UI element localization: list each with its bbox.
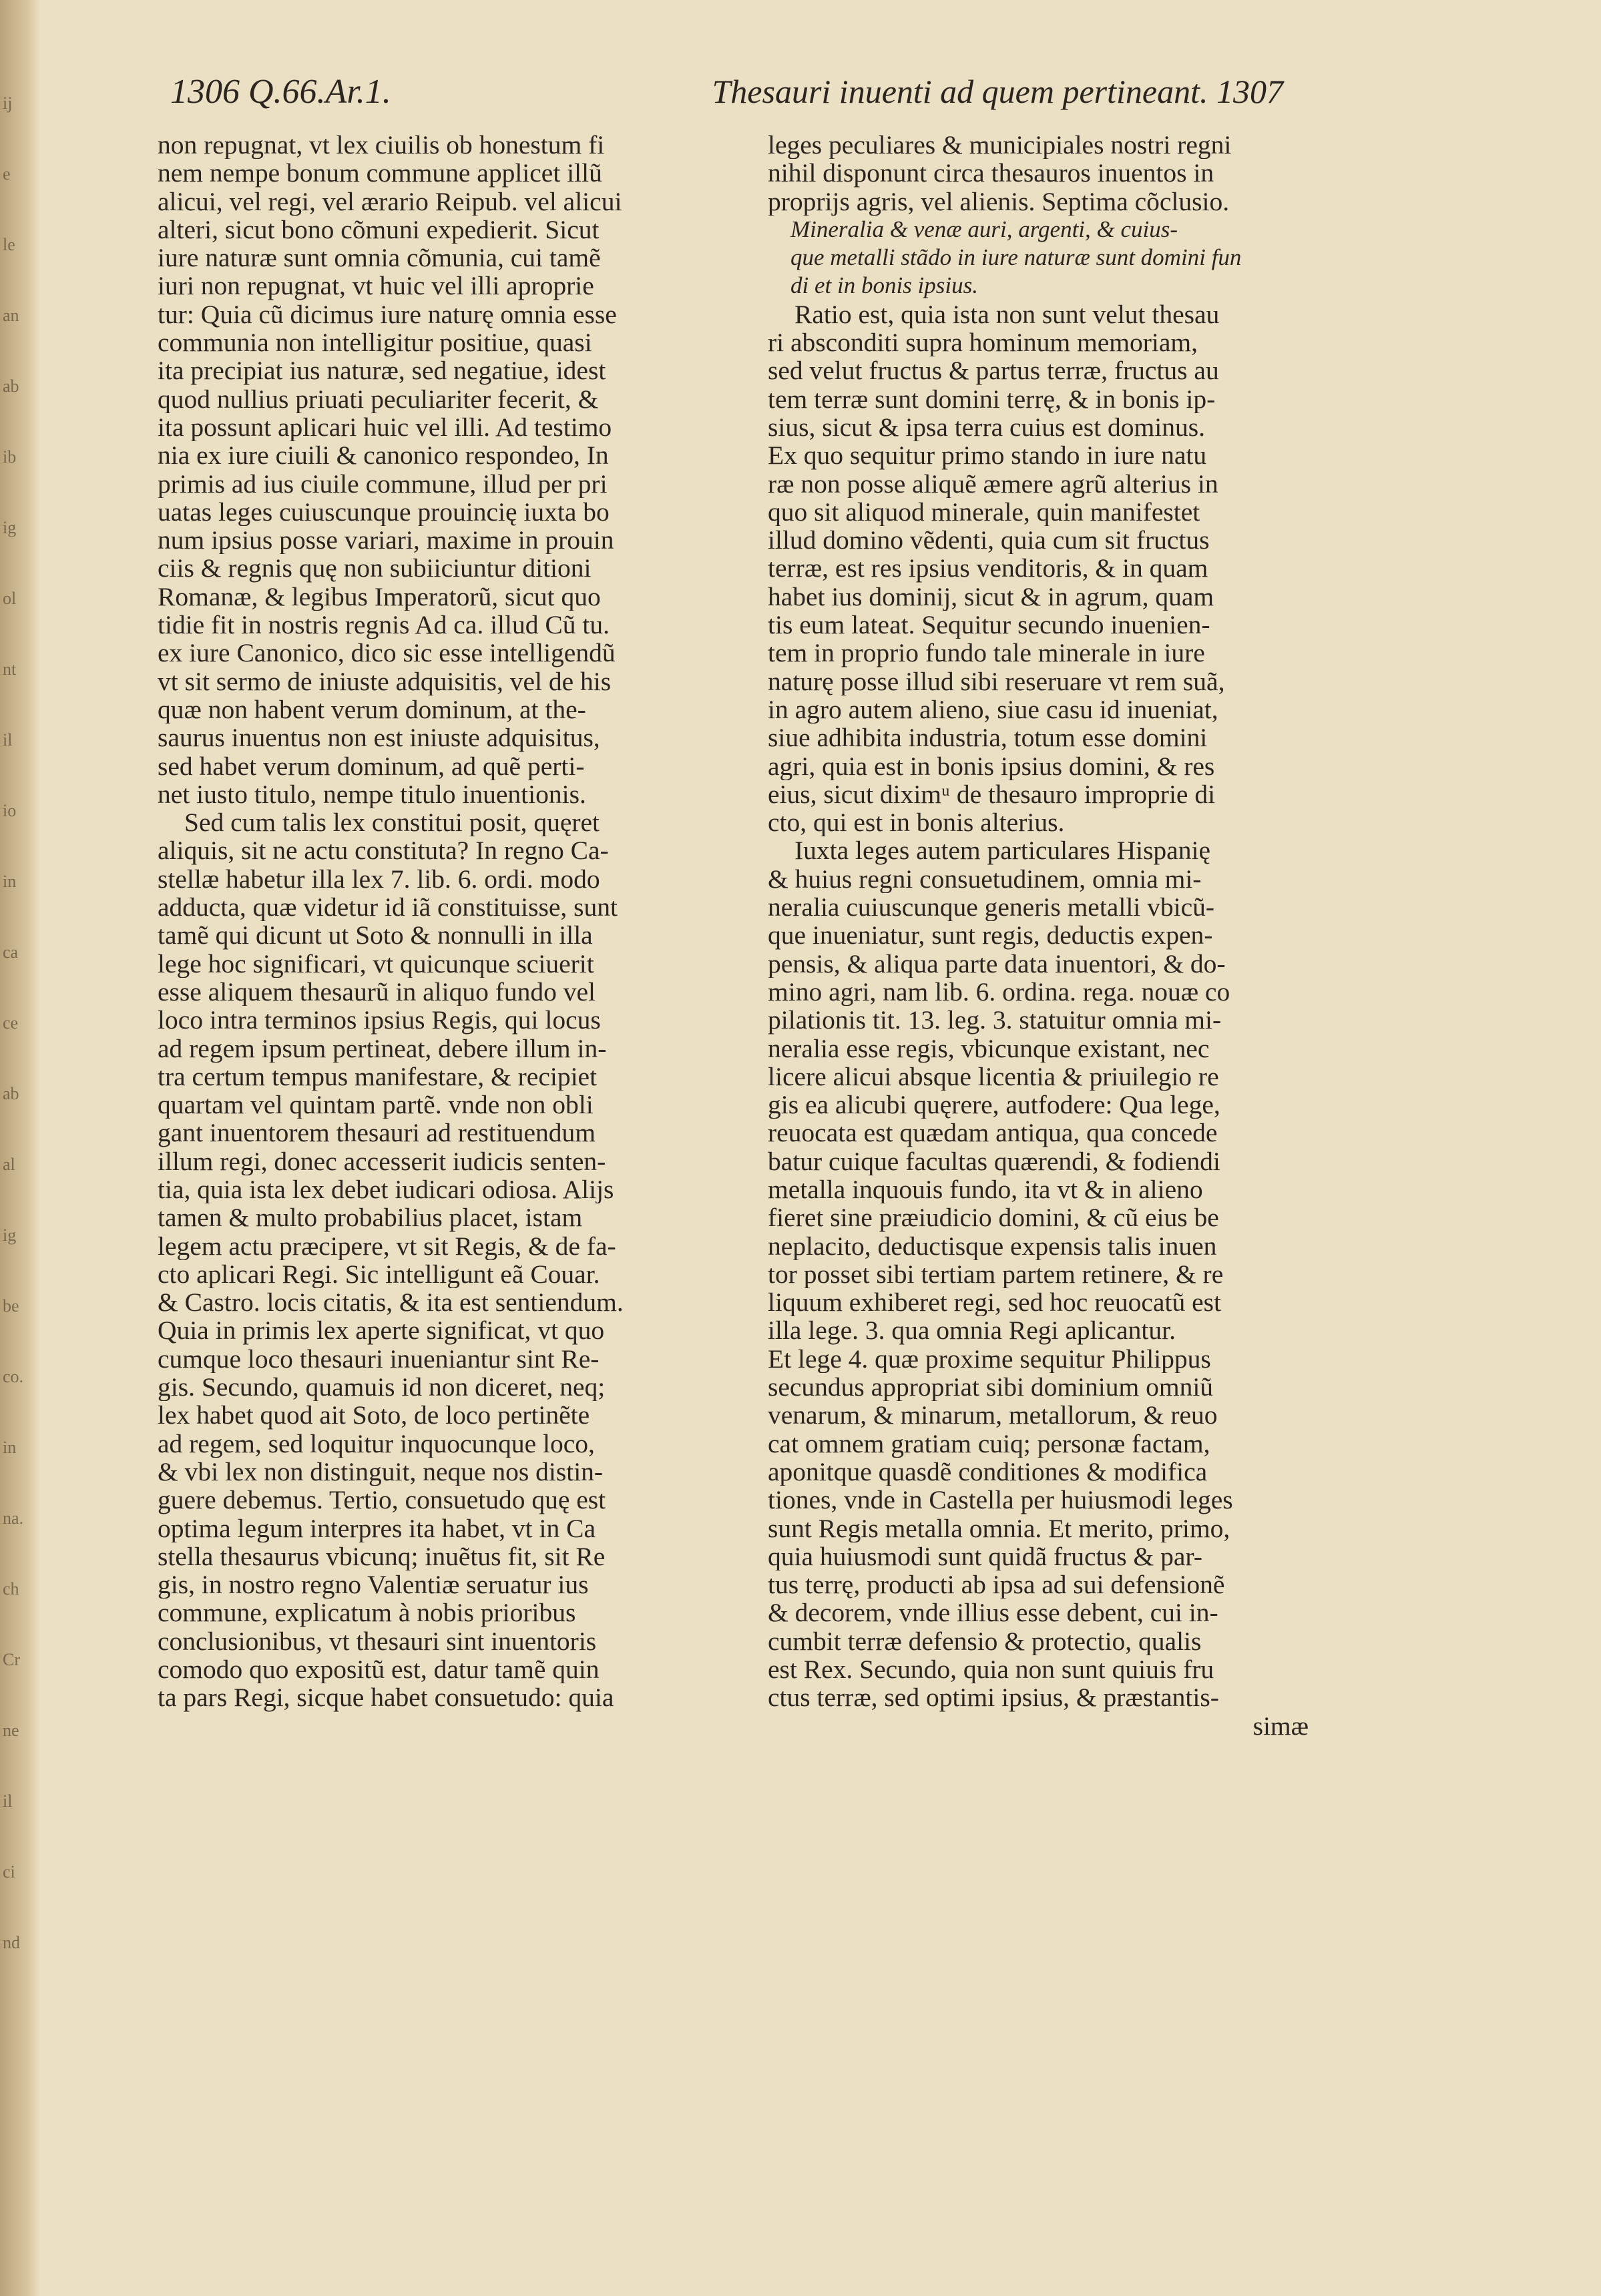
margin-fragment: ci — [3, 1862, 15, 1882]
text-line: que metalli stãdo in iure naturæ sunt domini fun — [790, 244, 1242, 271]
margin-fragment: io — [3, 801, 17, 820]
text-line: & decorem, vnde illius esse debent, cui in- — [768, 1599, 1218, 1627]
text-line: aliquis, sit ne actu constituta? In regno Ca- — [158, 836, 609, 865]
margin-fragment: ch — [3, 1579, 19, 1599]
margin-fragment: le — [3, 235, 15, 254]
text-line: quo sit aliquod minerale, quin manifestet — [768, 497, 1200, 527]
text-line: terræ, est res ipsius venditoris, & in quam — [768, 554, 1208, 583]
text-line: ta pars Regi, sicque habet consuetudo: quia — [158, 1683, 614, 1712]
text-line: iure naturæ sunt omnia cõmunia, cui tamẽ — [158, 244, 601, 272]
margin-fragment: ij — [3, 93, 13, 113]
margin-fragment: be — [3, 1296, 19, 1316]
text-line: gant inuentorem thesauri ad restituendum — [158, 1119, 596, 1147]
text-line: tem in proprio fundo tale minerale in iure — [768, 639, 1205, 667]
text-line: legem actu præcipere, vt sit Regis, & de fa- — [158, 1231, 616, 1260]
text-line: di et in bonis ipsius. — [790, 272, 978, 299]
left-text-column — [158, 131, 705, 1712]
text-line: & Castro. locis citatis, & ita est sentiendum. — [158, 1288, 624, 1317]
text-line: naturę posse illud sibi reseruare vt rem suã, — [768, 667, 1225, 695]
running-head-left: 1306 Q.66.Ar.1. — [170, 73, 391, 111]
text-line: cat omnem gratiam cuiq; personæ factam, — [768, 1429, 1210, 1458]
text-line: siue adhibita industria, totum esse domini — [768, 724, 1208, 752]
text-line: communia non intelligitur positiue, quasi — [158, 328, 592, 357]
text-line: quæ non habent verum dominum, at the- — [158, 695, 586, 724]
text-line: neralia esse regis, vbicunque existant, nec — [768, 1034, 1210, 1063]
text-line: Sed cum talis lex constitui posit, quęret — [184, 808, 600, 837]
margin-fragment: ab — [3, 1084, 19, 1103]
text-line: Iuxta leges autem particulares Hispanię — [794, 836, 1210, 865]
text-line: tus terrę, producti ab ipsa ad sui defensionẽ — [768, 1570, 1225, 1599]
margin-fragment: ne — [3, 1721, 19, 1740]
text-line: illum regi, donec accesserit iudicis senten- — [158, 1147, 606, 1175]
text-line: ad regem, sed loquitur inquocunque loco, — [158, 1429, 595, 1458]
text-line: & vbi lex non distinguit, neque nos distin- — [158, 1457, 604, 1486]
margin-fragment: co. — [3, 1367, 24, 1386]
margin-fragment: nd — [3, 1933, 20, 1952]
text-line: illud domino vẽdenti, quia cum sit fructus — [768, 526, 1210, 555]
text-line: venarum, & minarum, metallorum, & reuo — [768, 1401, 1218, 1430]
text-line: aponitque quasdẽ conditiones & modifica — [768, 1457, 1208, 1486]
text-line: ciis & regnis quę non subiiciuntur ditioni — [158, 554, 592, 583]
text-line: in agro autem alieno, siue casu id inueniat, — [768, 695, 1218, 724]
text-line: tem terræ sunt domini terrę, & in bonis ip- — [768, 384, 1216, 413]
text-line: lex habet quod ait Soto, de loco pertinẽte — [158, 1401, 590, 1430]
margin-fragment: an — [3, 306, 19, 325]
text-line: ex iure Canonico, dico sic esse intelligendũ — [158, 639, 616, 667]
text-line: nihil disponunt circa thesauros inuentos in — [768, 159, 1214, 188]
text-line: est Rex. Secundo, quia non sunt quiuis fru — [768, 1655, 1214, 1684]
margin-fragment: il — [3, 730, 13, 750]
text-line: secundus appropriat sibi dominium omniũ — [768, 1373, 1214, 1402]
text-line: reuocata est quædam antiqua, qua concede — [768, 1119, 1218, 1147]
text-line: loco intra terminos ipsius Regis, qui locus — [158, 1006, 601, 1035]
text-line: Mineralia & venæ auri, argenti, & cuius- — [790, 216, 1178, 242]
text-line: batur cuique facultas quærendi, & fodiendi — [768, 1147, 1220, 1175]
text-line: tis eum lateat. Sequitur secundo inuenien- — [768, 611, 1210, 639]
margin-fragment: e — [3, 164, 11, 184]
text-line: iuri non repugnat, vt huic vel illi aproprie — [158, 272, 594, 300]
margin-fragment: in — [3, 1438, 17, 1457]
text-line: conclusionibus, vt thesauri sint inuentoris — [158, 1627, 597, 1656]
text-line: non repugnat, vt lex ciuilis ob honestum fi — [158, 131, 605, 160]
text-line: neralia cuiuscunque generis metalli vbicũ- — [768, 893, 1215, 922]
text-line: eius, sicut diximᵘ de thesauro improprie di — [768, 780, 1216, 809]
text-line: leges peculiares & municipiales nostri regni — [768, 131, 1232, 160]
margin-fragment: in — [3, 872, 17, 891]
text-line: que inueniatur, sunt regis, deductis expen- — [768, 921, 1213, 950]
text-line: lege hoc significari, vt quicunque sciuerit — [158, 949, 594, 978]
text-line: stella thesaurus vbicunq; inuẽtus fit, sit Re — [158, 1542, 606, 1571]
text-line: tamẽ qui dicunt ut Soto & nonnulli in illa — [158, 921, 593, 950]
text-line: Romanæ, & legibus Imperatorũ, sicut quo — [158, 582, 601, 611]
text-line: cto, qui est in bonis alterius. — [768, 808, 1065, 837]
text-line: nia ex iure ciuili & canonico respondeo, In — [158, 441, 609, 470]
text-line: & huius regni consuetudinem, omnia mi- — [768, 864, 1202, 894]
text-line: neplacito, deductisque expensis talis inuen — [768, 1231, 1217, 1260]
text-line: agri, quia est in bonis ipsius domini, & res — [768, 752, 1215, 780]
text-line: alteri, sicut bono cõmuni expedierit. Sicut — [158, 215, 600, 244]
text-line: quartam vel quintam partẽ. vnde non obli — [158, 1091, 594, 1119]
text-line: ræ non posse aliquẽ æmere agrũ alterius in — [768, 469, 1218, 498]
margin-fragment: il — [3, 1791, 13, 1811]
text-line: illa lege. 3. qua omnia Regi aplicantur. — [768, 1316, 1176, 1345]
margin-fragment: ab — [3, 376, 19, 396]
text-line: cumque loco thesauri inueniantur sint Re- — [158, 1344, 600, 1374]
margin-fragment: Cr — [3, 1650, 20, 1669]
text-line: adducta, quæ videtur id iã constituisse, sunt — [158, 893, 618, 922]
text-line: tia, quia ista lex debet iudicari odiosa. Alijs — [158, 1175, 614, 1204]
margin-fragment: na. — [3, 1508, 24, 1528]
text-line: Ex quo sequitur primo stando in iure natu — [768, 441, 1207, 470]
text-line: esse aliquem thesaurũ in aliquo fundo vel — [158, 977, 596, 1007]
text-line: tidie fit in nostris regnis Ad ca. illud Cũ tu. — [158, 611, 610, 639]
text-line: tra certum tempus manifestare, & recipiet — [158, 1062, 598, 1091]
text-line: optima legum interpres ita habet, vt in Ca — [158, 1514, 596, 1542]
margin-fragment: ib — [3, 447, 17, 467]
text-line: alicui, vel regi, vel ærario Reipub. vel alicui — [158, 187, 622, 216]
text-line: metalla inquouis fundo, ita vt & in alieno — [768, 1175, 1203, 1204]
text-line: sed habet verum dominum, ad quẽ perti- — [158, 752, 585, 780]
text-line: pensis, & aliqua parte data inuentori, & do- — [768, 949, 1226, 978]
text-line: primis ad ius ciuile commune, illud per pri — [158, 469, 608, 498]
text-line: habet ius dominij, sicut & in agrum, quam — [768, 582, 1214, 611]
text-line: licere alicui absque licentia & priuilegio re — [768, 1062, 1219, 1091]
text-line: tor posset sibi tertiam partem retinere, & re — [768, 1259, 1224, 1289]
text-line: Ratio est, quia ista non sunt velut thesau — [794, 300, 1220, 329]
text-line: quia huiusmodi sunt quidã fructus & par- — [768, 1542, 1202, 1571]
text-line: sius, sicut & ipsa terra cuius est dominus. — [768, 412, 1205, 442]
text-line: quod nullius priuati peculiariter fecerit, & — [158, 384, 599, 413]
text-line: Et lege 4. quæ proxime sequitur Philippus — [768, 1344, 1211, 1374]
text-line: gis. Secundo, quamuis id non diceret, neq; — [158, 1373, 606, 1402]
margin-fragment: ca — [3, 942, 19, 962]
text-line: proprijs agris, vel alienis. Septima cõclusio. — [768, 187, 1230, 216]
text-line: Quia in primis lex aperte significat, vt quo — [158, 1316, 605, 1345]
text-line: fieret sine præiudicio domini, & cũ eius be — [768, 1203, 1219, 1232]
text-line: ita precipiat ius naturæ, sed negatiue, idest — [158, 356, 606, 385]
text-line: tiones, vnde in Castella per huiusmodi leges — [768, 1486, 1233, 1514]
text-line: uatas leges cuiuscunque prouincię iuxta bo — [158, 497, 610, 527]
text-line: ita possunt aplicari huic vel illi. Ad testimo — [158, 412, 612, 442]
text-line: sunt Regis metalla omnia. Et merito, primo, — [768, 1514, 1230, 1542]
text-line: tamen & multo probabilius placet, istam — [158, 1203, 583, 1232]
margin-fragment: ig — [3, 518, 17, 537]
margin-fragment: nt — [3, 659, 17, 679]
text-line: ri absconditi supra hominum memoriam, — [768, 328, 1198, 357]
running-head — [0, 72, 1601, 132]
text-line: pilationis tit. 13. leg. 3. statuitur omnia mi- — [768, 1006, 1222, 1035]
text-line: liquum exhiberet regi, sed hoc reuocatũ est — [768, 1288, 1221, 1317]
text-line: simæ — [1252, 1711, 1309, 1740]
text-line: ctus terræ, sed optimi ipsius, & præstantis- — [768, 1683, 1219, 1712]
text-line: nem nempe bonum commune applicet illũ — [158, 159, 602, 188]
text-line: gis, in nostro regno Valentiæ seruatur ius — [158, 1570, 589, 1599]
right-text-column — [768, 131, 1319, 1740]
text-line: mino agri, nam lib. 6. ordina. rega. nouæ co — [768, 977, 1230, 1007]
text-line: cumbit terræ defensio & protectio, qualis — [768, 1627, 1202, 1656]
margin-fragment: al — [3, 1155, 15, 1174]
text-line: cto aplicari Regi. Sic intelligunt eã Couar. — [158, 1259, 600, 1289]
text-line: guere debemus. Tertio, consuetudo quę est — [158, 1486, 606, 1514]
margin-fragment: ce — [3, 1013, 19, 1033]
running-head-right: Thesauri inuenti ad quem pertineant. 1307 — [712, 73, 1283, 110]
text-line: vt sit sermo de iniuste adquisitis, vel de his — [158, 667, 612, 695]
text-line: net iusto titulo, nempe titulo inuentionis. — [158, 780, 586, 809]
text-line: stellæ habetur illa lex 7. lib. 6. ordi. modo — [158, 864, 600, 894]
text-line: num ipsius posse variari, maxime in prouin — [158, 526, 614, 555]
text-line: saurus inuentus non est iniuste adquisitus, — [158, 724, 600, 752]
text-line: ad regem ipsum pertineat, debere illum in- — [158, 1034, 607, 1063]
text-line: commune, explicatum à nobis prioribus — [158, 1599, 576, 1627]
margin-fragment: ig — [3, 1225, 17, 1245]
text-line: gis ea alicubi quęrere, autfodere: Qua lege, — [768, 1091, 1220, 1119]
text-line: comodo quo expositũ est, datur tamẽ quin — [158, 1655, 600, 1684]
text-line: tur: Quia cũ dicimus iure naturę omnia esse — [158, 300, 617, 329]
margin-fragment: ol — [3, 589, 17, 608]
text-line: sed velut fructus & partus terræ, fructus au — [768, 356, 1219, 385]
